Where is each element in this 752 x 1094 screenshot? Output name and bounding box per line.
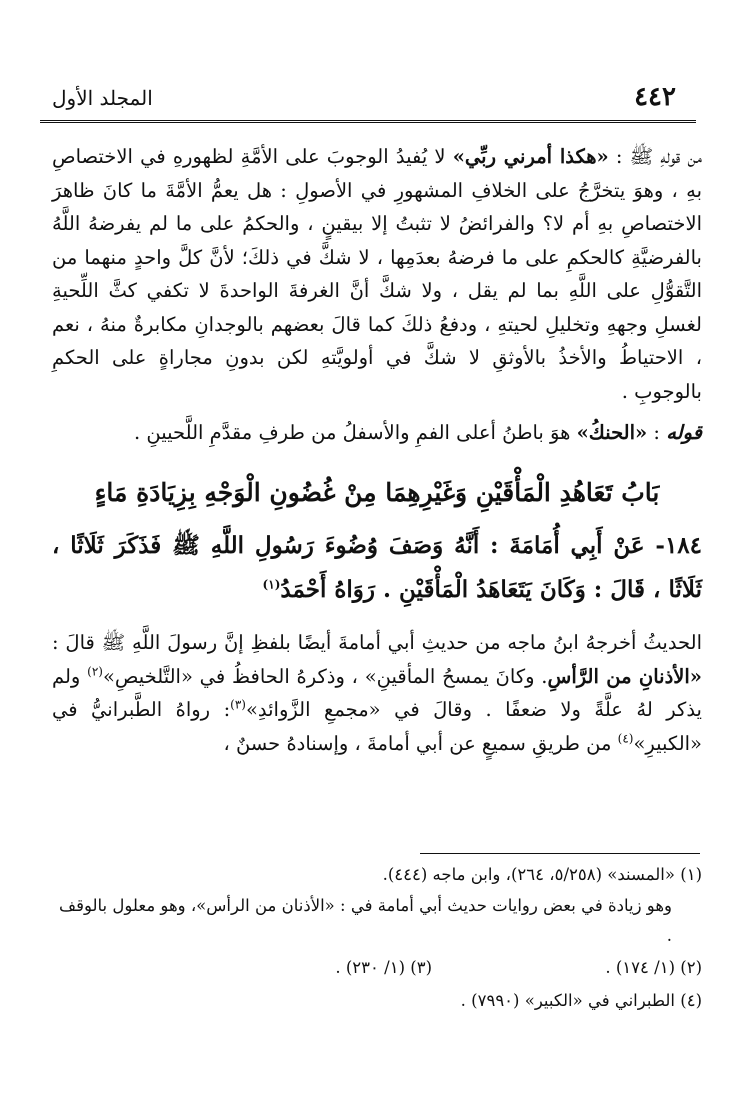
commentary-part-3: ولم يذكر لهُ علَّةً ولا ضعفًا . وقالَ في «مجمعِ الزَّوائدِ» [52, 664, 702, 721]
commentary-quote-1: «الأذنانِ من الرَّأسِ [547, 664, 702, 688]
qawluh-note: قوله : «الحنكُ» هوَ باطنُ أعلى الفمِ والأسفلُ من طرفِ مقدَّمِ اللَّحيينِ . [134, 421, 702, 444]
footnote-ref-4: (٤) [617, 731, 634, 745]
qawluh-label: قوله [666, 421, 702, 444]
footnote-rule [420, 853, 700, 854]
footnote-3: (٣) (١/ ٢٣٠) . [335, 958, 432, 977]
commentary-part-1: الحديثُ أخرجهُ ابنُ ماجه من حديثِ أبي أمامةَ أيضًا بلفظِ إنَّ رسولَ اللَّهِ ﷺ قالَ : [52, 631, 702, 654]
paragraph-lead: من قولهِ ﷺ : [608, 145, 702, 168]
page-number: ٤٤٢ [634, 82, 676, 112]
footnote-1: (١) «المسند» (٥/٢٥٨، ٢٦٤)، وابن ماجه (٤٤٤). [382, 865, 702, 884]
qawluh-term: «الحنكُ» [576, 421, 648, 444]
footnote-row-2-3 [52, 951, 702, 984]
footnotes [52, 858, 702, 1017]
volume-title: المجلد الأول [52, 86, 153, 110]
footnote-ref-2: (٢) [87, 664, 103, 678]
main-paragraph [52, 140, 702, 408]
footnote-4: (٤) الطبراني في «الكبير» (٧٩٩٠) . [460, 991, 702, 1010]
paragraph-body: لا يُفيدُ الوجوبَ على الأمَّةِ لظهورهِ في الاختصاصِ بهِ ، وهوَ يتخرَّجُ على الخلافِ المشهورِ في الأصولِ : هل يعمُّ الأمَّةَ ما كانَ ظاهرَ الاختصاصِ بهِ أم لا؟ والفرائضُ لا تثبتُ إلا بيقينٍ ، والحكمُ على ما لم يفرضهُ اللَّهُ بالفرضيَّةِ كالحكمِ على ما فرضهُ بعدَمِها ، لا شكَّ في ذلكَ؛ لأنَّ كلَّ واحدٍ منهما من التَّقوُّلِ على اللَّهِ بما لم يقل ، ولا شكَّ أنَّ الغرفةَ الواحدةَ لا تكفي كثَّ اللِّحيةِ لغسلِ وجههِ وتخليلِ لحيتهِ ، ودفعُ ذلكَ كما قالَ بعضهم بالوجدانِ مكابرةٌ منهُ ، نعم ، الاحتياطُ والأخذُ بالأوثقِ لا شكَّ في أولويَّتهِ لكن بدونِ مجاراةٍ على الحكمِ بالوجوبِ . [52, 145, 702, 403]
footnote-ref-3: (٣) [230, 697, 246, 712]
footnote-ref-1: (١) [262, 577, 281, 592]
page-header [40, 82, 696, 122]
chapter-title: بَابُ تَعَاهُدِ الْمَأْقَيْنِ وَغَيْرِهِمَا مِنْ غُضُونِ الْوَجْهِ بِزِيَادَةِ مَاءٍ [94, 478, 660, 507]
footnote-1-continued: وهو زيادة في بعض روايات حديث أبي أمامة في : «الأذنان من الرأس»، وهو معلول بالوقف . [59, 896, 672, 945]
commentary-part-5: من طريقِ سميعٍ عن أبي أمامةَ ، وإسنادهُ حسنٌ ، [223, 731, 618, 755]
commentary-part-4: : رواهُ الطَّبرانيُّ في «الكبيرِ» [52, 698, 702, 755]
commentary-part-2: . وكانَ يمسحُ المأقينِ» ، وذكرهُ الحافظُ في «التَّلخيصِ» [102, 664, 548, 688]
commentary-paragraph [52, 626, 702, 760]
hadith-text [52, 524, 702, 612]
main-text [52, 140, 702, 760]
hadith-body: - عَنْ أَبِي أُمَامَةَ : أَنَّهُ وَصَفَ وُضُوءَ رَسُولِ اللَّهِ ﷺ فَذَكَرَ ثَلَاثًا ، ثَلَاثًا ، قَالَ : وَكَانَ يَتَعَاهَدُ الْمَأْقَيْنِ . رَوَاهُ أَحْمَدُ [52, 532, 702, 603]
qawluh-definition: هوَ باطنُ أعلى الفمِ والأسفلُ من طرفِ مقدَّمِ اللَّحيينِ . [134, 421, 577, 444]
hadith-number: ١٨٤ [664, 532, 702, 559]
footnote-2: (٢) (١/ ١٧٤) . [605, 958, 702, 977]
header-rule [40, 120, 696, 123]
quoted-phrase: «هكذا أمرني ربِّي» [452, 145, 609, 168]
